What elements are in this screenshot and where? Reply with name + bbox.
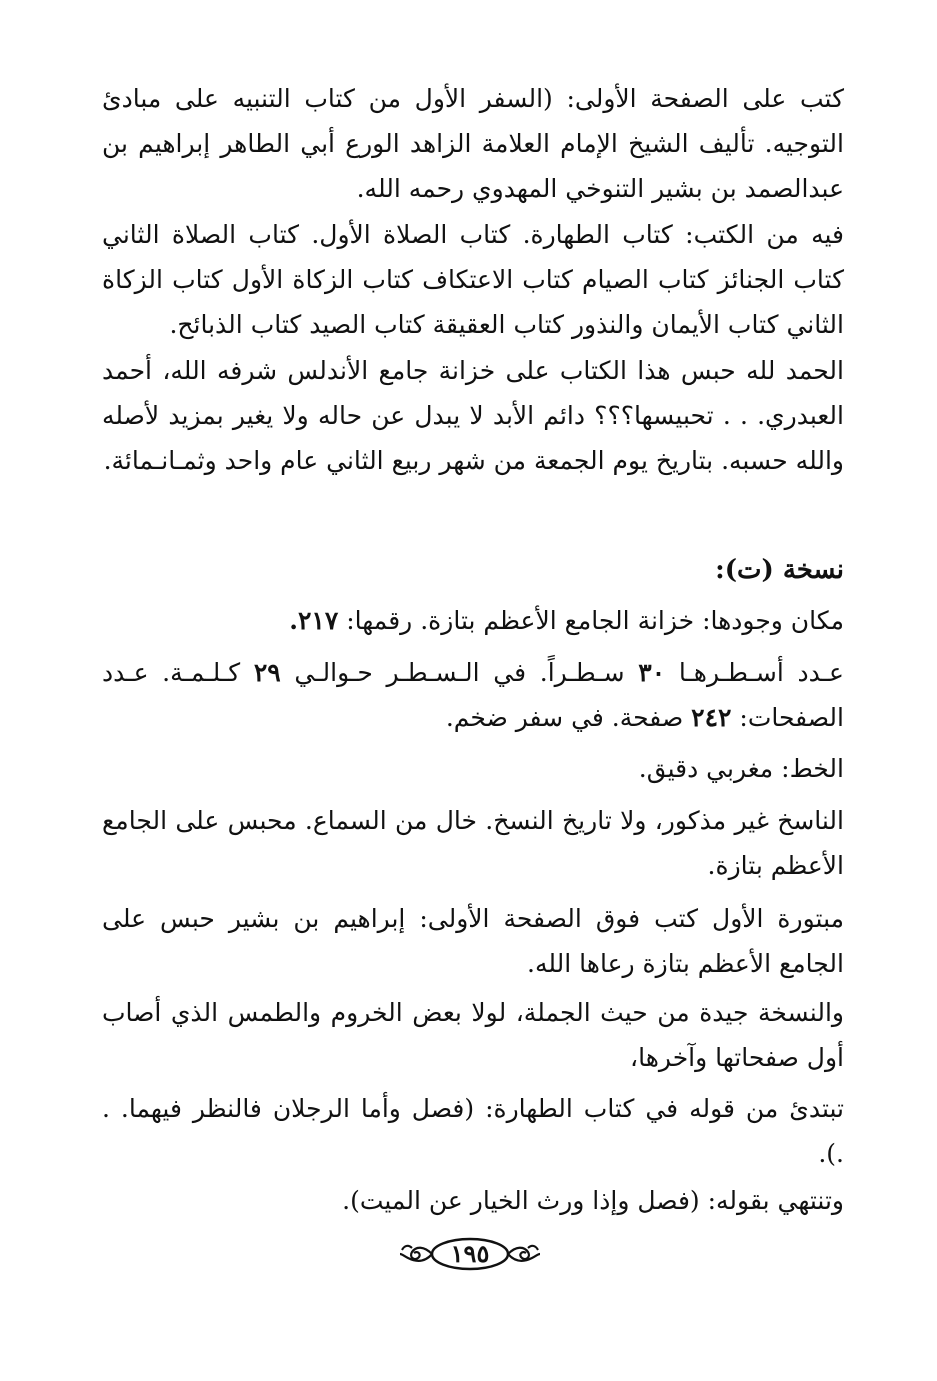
location-text: مكان وجودها: خزانة الجامع الأعظم بتازة. رقمها:	[346, 606, 844, 635]
page-number-ornament	[398, 1234, 542, 1274]
endowment-note: الحمد لله حبس هذا الكتاب على خزانة جامع الأندلس شرفه الله، أحمد العبدري. . . تحبيسها؟؟؟ دائم الأبد لا يبدل عن حاله ولا يغير بمزيد لأصله والله حسبه. بتاريخ يوم الجمعة من شهر ربيع الثاني عام واحد وثمـانـمائة.	[102, 356, 844, 475]
lines-text-1: عـدد أسـطـرهـا	[678, 658, 844, 687]
page-number: ١٩٥	[450, 1239, 490, 1268]
location-line	[102, 598, 844, 643]
script-type: الخط: مغربي دقيق.	[638, 754, 844, 783]
copy-heading: نسخة (ت):	[715, 555, 844, 585]
pages-count: ٢٤٢	[691, 703, 732, 732]
ends-note: وتنتهي بقوله: (فصل وإذا ورث الخيار عن الميت).	[342, 1186, 844, 1215]
words-count: ٢٩	[253, 658, 281, 687]
damaged-note: مبتورة الأول كتب فوق الصفحة الأولى: إبراهيم بن بشير حبس على الجامع الأعظم بتازة رعاها الله.	[102, 904, 844, 978]
lines-text-3: كـلـمـة. عـدد الصفحات:	[102, 658, 844, 732]
begins-note: تبتدئ من قوله في كتاب الطهارة: (فصل وأما الرجلان فالنظر فيهما. . .).	[102, 1094, 844, 1168]
catalog-number: ٢١٧.	[289, 606, 339, 635]
condition-note: والنسخة جيدة من حيث الجملة، لولا بعض الخروم والطمس الذي أصاب أول صفحاتها وآخرها،	[102, 998, 844, 1072]
lines-count: ٣٠	[638, 658, 666, 687]
lines-text-4: صفحة. في سفر ضخم.	[445, 703, 684, 732]
lines-info	[102, 650, 844, 740]
first-page-note: كتب على الصفحة الأولى: (السفر الأول من كتاب التنبيه على مبادئ التوجيه. تأليف الشيخ الإمام العلامة الزاهد الورع أبي الطاهر إبراهيم بن عبدالصمد بن بشير التنوخي المهدوي رحمه الله.	[102, 84, 844, 203]
copyist-note: الناسخ غير مذكور، ولا تاريخ النسخ. خال من السماع. محبس على الجامع الأعظم بتازة.	[102, 806, 844, 880]
lines-text-2: سـطـراً. في الـسـطـر حـوالـي	[294, 658, 625, 687]
books-list: فيه من الكتب: كتاب الطهارة. كتاب الصلاة الأول. كتاب الصلاة الثاني كتاب الجنائز كتاب الصيام كتاب الاعتكاف كتاب الزكاة الأول كتاب الزكاة الثاني كتاب الأيمان والنذور كتاب العقيقة كتاب الصيد كتاب الذبائح.	[102, 220, 844, 339]
